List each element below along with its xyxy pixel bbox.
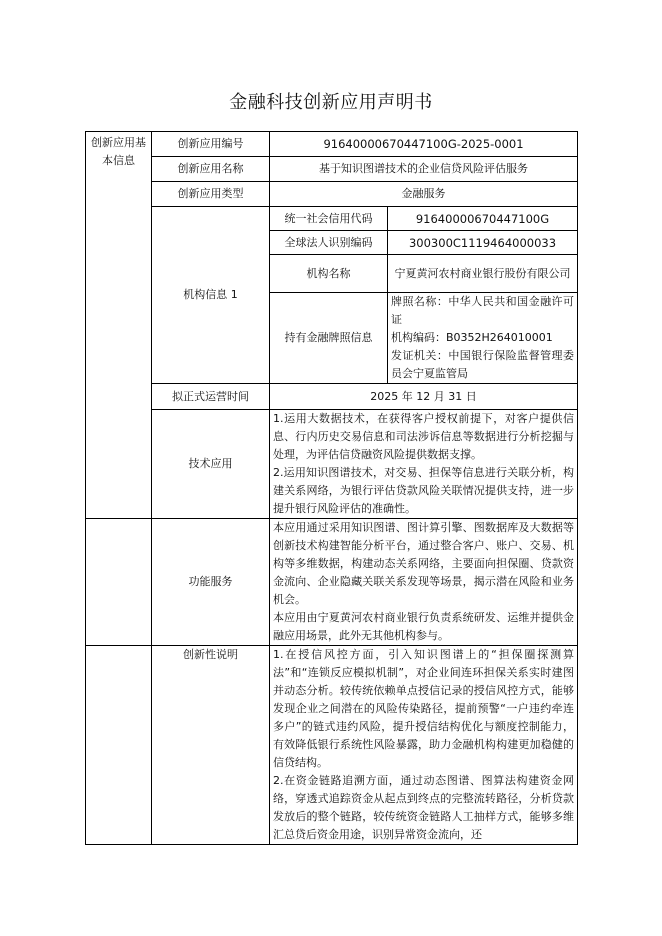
- lei-label: 全球法人识别编码: [270, 231, 388, 255]
- declaration-table: [85, 131, 578, 845]
- tech-paragraph-2: 2.运用知识图谱技术，对交易、担保等信息进行关联分析，构建关系网络，为银行评估贷款风险关联情况提供支持，进一步提升银行风险评估的准确性。: [273, 466, 575, 515]
- row-app-name: [86, 157, 578, 182]
- function-paragraph-1: 本应用通过采用知识图谱、图计算引擎、图数据库及大数据等创新技术构建智能分析平台，通过整合客户、账户、交易、机构等多维数据，构建动态关系网络，主要面向担保圈、贷款资金流向、企业隐藏关联关系发现等场景，揭示潜在风险和业务机会。: [273, 521, 575, 606]
- section-continuation-2: [86, 646, 152, 845]
- row-launch: [86, 384, 578, 410]
- innovation-paragraph-2: 2.在资金链路追溯方面，通过动态图谱、图算法构建资金网络，穿透式追踪资金从起点到终点的完整流转路径，分析贷款发放后的整个链路，较传统资金链路人工抽样方式，能够多维汇总贷后资金用途，识别异常资金流向，还: [273, 774, 575, 841]
- launch-label: 拟正式运营时间: [152, 384, 270, 410]
- institution-name-label: 机构名称: [270, 255, 388, 293]
- tech-paragraph-1: 1.运用大数据技术，在获得客户授权前提下，对客户提供信息、行内历史交易信息和司法涉诉信息等数据进行分析挖掘与处理，为评估信贷融资风险提供数据支撑。: [273, 412, 575, 461]
- institution-name-value: 宁夏黄河农村商业银行股份有限公司: [388, 255, 578, 293]
- function-paragraph-2: 本应用由宁夏黄河农村商业银行负责系统研发、运维并提供金融应用场景，此外无其他机构参与。: [273, 611, 575, 642]
- function-label: 功能服务: [152, 519, 270, 646]
- app-type-label: 创新应用类型: [152, 182, 270, 207]
- innovation-label: 创新性说明: [152, 646, 270, 845]
- license-issuer: 发证机关：中国银行保险监督管理委员会宁夏监管局: [391, 349, 575, 380]
- app-no-label: 创新应用编号: [152, 132, 270, 157]
- license-label: 持有金融牌照信息: [270, 293, 388, 384]
- institution-label: 机构信息 1: [152, 207, 270, 384]
- app-name-value: 基于知识图谱技术的企业信贷风险评估服务: [270, 157, 578, 182]
- app-type-value: 金融服务: [270, 182, 578, 207]
- row-app-no: [86, 132, 578, 157]
- section-label: 创新应用基本信息: [86, 132, 152, 519]
- row-tech: [86, 410, 578, 519]
- credit-code-label: 统一社会信用代码: [270, 207, 388, 231]
- row-credit-code: [86, 207, 578, 231]
- app-no-value: 91640000670447100G-2025-0001: [270, 132, 578, 157]
- row-function: [86, 519, 578, 646]
- tech-value: [270, 410, 578, 519]
- license-name: 牌照名称：中华人民共和国金融许可证: [391, 295, 575, 326]
- license-org-code: 机构编码：B0352H264010001: [391, 331, 553, 344]
- innovation-value: [270, 646, 578, 845]
- license-value: [388, 293, 578, 384]
- launch-value: 2025 年 12 月 31 日: [270, 384, 578, 410]
- credit-code-value: 91640000670447100G: [388, 207, 578, 231]
- section-continuation: [86, 519, 152, 646]
- innovation-paragraph-1: 1.在授信风控方面，引入知识图谱上的“担保圈探测算法”和“连锁反应模拟机制”，对企业间连环担保关系实时建图并动态分析。较传统依赖单点授信记录的授信风控方式，能够发现企业之间潜在的风险传染路径，提前预警“一户违约牵连多户”的链式违约风险，提升授信结构优化与额度控制能力，有效降低银行系统性风险暴露，助力金融机构构建更加稳健的信贷结构。: [273, 648, 575, 769]
- function-value: [270, 519, 578, 646]
- tech-label: 技术应用: [152, 410, 270, 519]
- row-innovation: [86, 646, 578, 845]
- page-title: 金融科技创新应用声明书: [229, 92, 433, 113]
- row-app-type: [86, 182, 578, 207]
- app-name-label: 创新应用名称: [152, 157, 270, 182]
- lei-value: 300300C1119464000033: [388, 231, 578, 255]
